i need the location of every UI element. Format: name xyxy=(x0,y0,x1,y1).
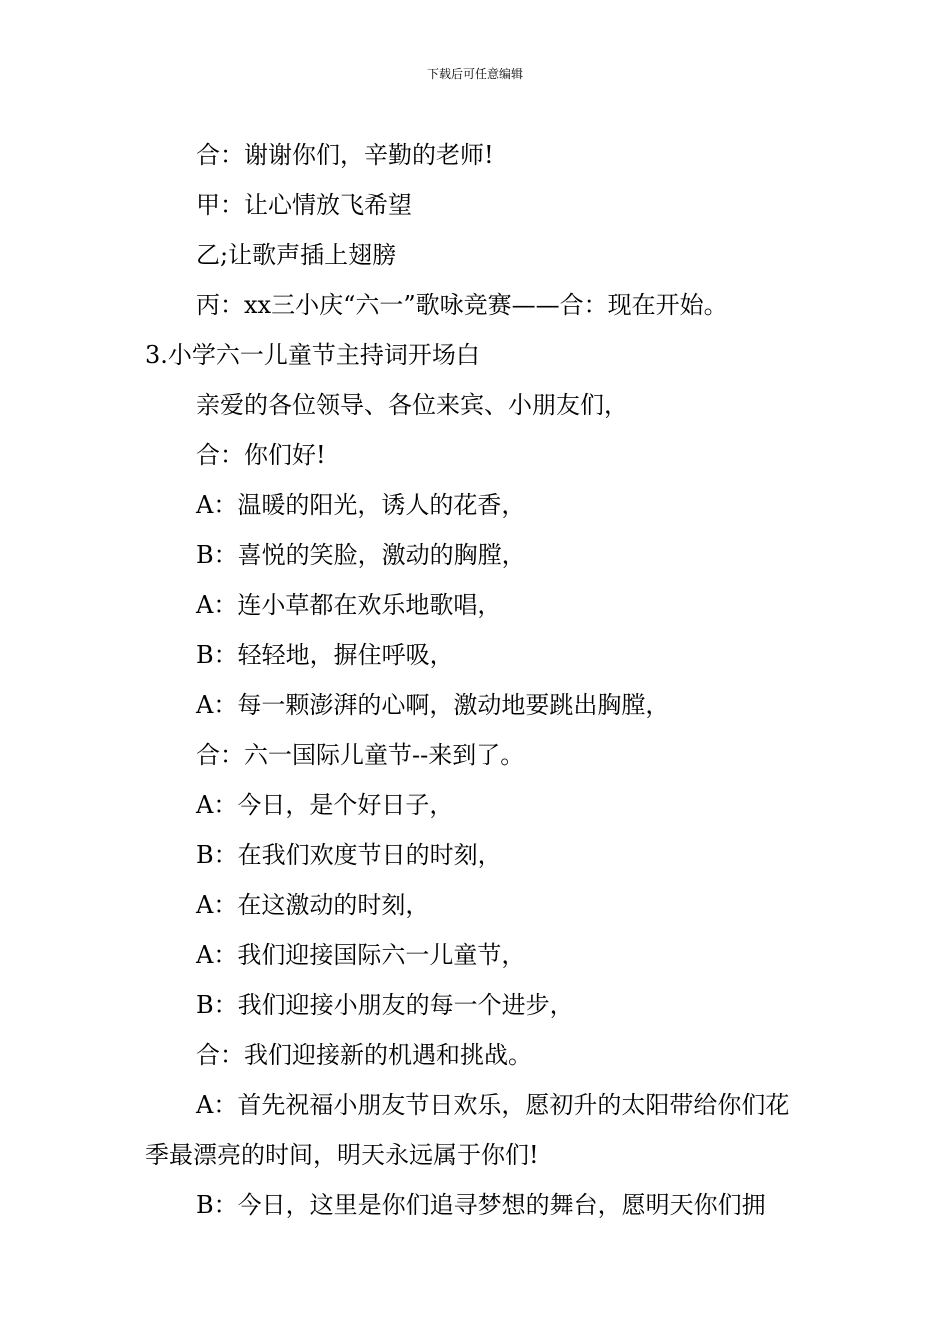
dialogue-line: 合：我们迎接新的机遇和挑战。 xyxy=(196,1041,532,1069)
page-header-note: 下载后可任意编辑 xyxy=(426,67,523,81)
document-body xyxy=(145,130,810,1230)
section-heading: 3.小学六一儿童节主持词开场白 xyxy=(145,341,480,369)
dialogue-line: B：我们迎接小朋友的每一个进步， xyxy=(196,991,574,1019)
dialogue-line: A：在这激动的时刻， xyxy=(196,891,430,919)
dialogue-line: 合：谢谢你们，辛勤的老师! xyxy=(196,141,494,169)
dialogue-line: A：我们迎接国际六一儿童节， xyxy=(196,941,526,969)
dialogue-line: 亲爱的各位领导、各位来宾、小朋友们， xyxy=(196,391,628,419)
dialogue-line: 合：六一国际儿童节--来到了。 xyxy=(196,741,525,769)
dialogue-line: 合：你们好! xyxy=(196,441,326,469)
dialogue-line: B：在我们欢度节日的时刻， xyxy=(196,841,502,869)
dialogue-line: B：轻轻地，摒住呼吸， xyxy=(196,641,454,669)
dialogue-line: A：连小草都在欢乐地歌唱， xyxy=(196,591,502,619)
dialogue-line: B：喜悦的笑脸，激动的胸膛， xyxy=(196,541,526,569)
paragraph: A：首先祝福小朋友节日欢乐，愿初升的太阳带给你们花季最漂亮的时间，明天永远属于你们! xyxy=(145,1091,790,1169)
dialogue-line: B：今日，这里是你们追寻梦想的舞台，愿明天你们拥 xyxy=(196,1191,766,1219)
dialogue-line: A：今日，是个好日子， xyxy=(196,791,454,819)
dialogue-line: 甲：让心情放飞希望 xyxy=(196,191,412,219)
dialogue-line: A：温暖的阳光，诱人的花香， xyxy=(196,491,526,519)
dialogue-line: 丙：xx三小庆“六一”歌咏竞赛——合：现在开始。 xyxy=(196,291,728,319)
dialogue-line: 乙;让歌声插上翅膀 xyxy=(196,241,397,269)
dialogue-line: A：每一颗澎湃的心啊，激动地要跳出胸膛， xyxy=(196,691,670,719)
